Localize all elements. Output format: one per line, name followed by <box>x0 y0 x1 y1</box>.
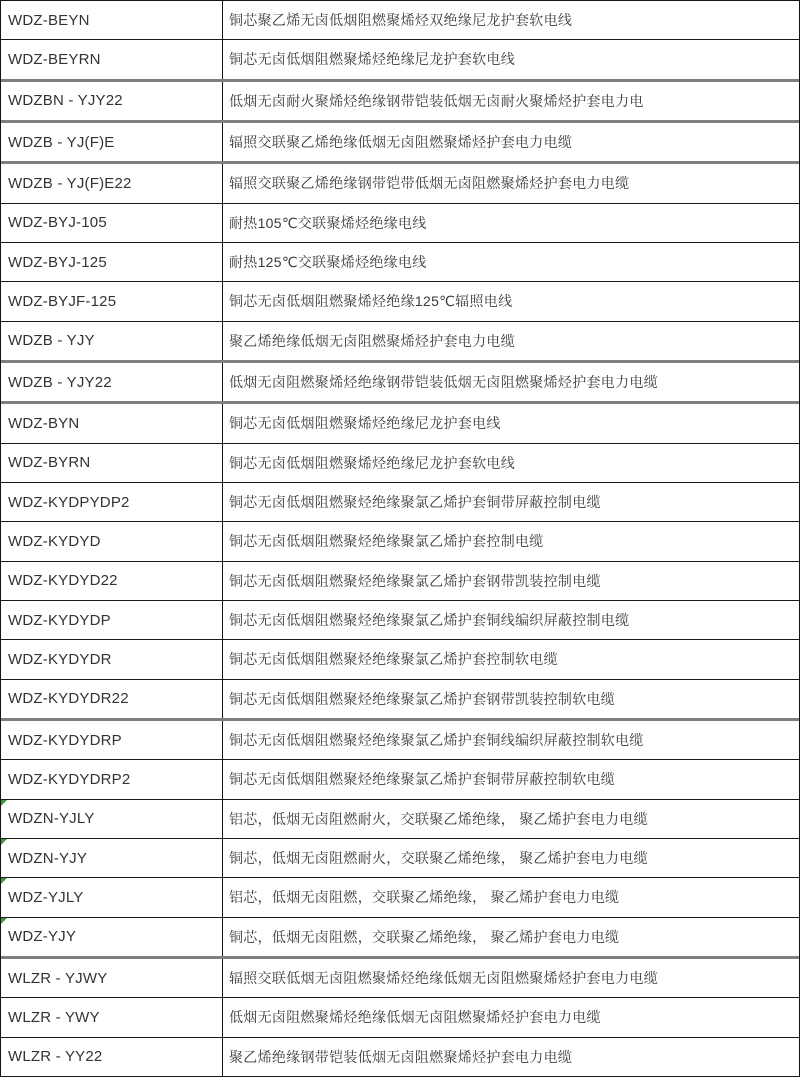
model-description-cell <box>223 404 799 442</box>
model-code-cell <box>1 721 223 759</box>
model-description-cell <box>223 1 799 39</box>
model-description-cell <box>223 123 799 161</box>
model-description-text: 铜芯无卤低烟阻燃聚烃绝缘聚氯乙烯护套控制软电缆 <box>229 651 558 668</box>
model-code-text: WDZ-KYDPYDP2 <box>8 493 130 511</box>
table-row <box>1 243 799 282</box>
model-description-text: 铝芯，低烟无卤阻燃，交联聚乙烯绝缘， 聚乙烯护套电力电缆 <box>229 889 620 906</box>
model-code-cell <box>1 562 223 600</box>
model-code-cell <box>1 640 223 678</box>
model-code-text: WDZN-YJY <box>8 849 88 867</box>
model-code-cell <box>1 243 223 281</box>
model-code-text: WDZ-BEYN <box>8 11 90 29</box>
model-description-text: 铜芯无卤低烟阻燃聚烯烃绝缘125℃辐照电线 <box>229 293 513 310</box>
model-description-cell <box>223 164 799 202</box>
model-description-cell <box>223 282 799 320</box>
model-code-text: WDZ-BYRN <box>8 454 91 472</box>
model-description-text: 铜芯聚乙烯无卤低烟阻燃聚烯烃双绝缘尼龙护套软电线 <box>229 12 573 29</box>
model-description-cell <box>223 363 799 401</box>
model-description-cell <box>223 998 799 1036</box>
model-code-cell <box>1 40 223 78</box>
model-description-cell <box>223 82 799 120</box>
model-description-text: 铜芯无卤低烟阻燃聚烯烃绝缘尼龙护套软电线 <box>229 454 515 471</box>
model-code-text: WLZR - YY22 <box>8 1048 103 1066</box>
table-row <box>1 322 799 363</box>
table-row <box>1 760 799 799</box>
model-code-cell <box>1 204 223 242</box>
model-code-cell <box>1 404 223 442</box>
model-code-text: WDZ-KYDYD <box>8 532 101 550</box>
model-description-text: 低烟无卤耐火聚烯烃绝缘钢带铠装低烟无卤耐火聚烯烃护套电力电 <box>229 92 644 109</box>
model-description-text: 铜芯，低烟无卤阻燃，交联聚乙烯绝缘， 聚乙烯护套电力电缆 <box>229 928 620 945</box>
model-code-cell <box>1 123 223 161</box>
model-description-text: 低烟无卤阻燃聚烯烃绝缘低烟无卤阻燃聚烯烃护套电力电缆 <box>229 1009 601 1026</box>
model-code-text: WDZ-BYJF-125 <box>8 292 117 310</box>
model-description-text: 铜芯，低烟无卤阻燃耐火，交联聚乙烯绝缘， 聚乙烯护套电力电缆 <box>229 850 648 867</box>
table-row <box>1 800 799 839</box>
model-description-text: 辐照交联聚乙烯绝缘低烟无卤阻燃聚烯烃护套电力电缆 <box>229 134 573 151</box>
model-code-cell <box>1 680 223 718</box>
model-code-text: WDZB - YJ(F)E <box>8 133 115 151</box>
model-code-cell <box>1 444 223 482</box>
model-code-text: WDZB - YJY22 <box>8 373 112 391</box>
model-description-text: 铜芯无卤低烟阻燃聚烯烃绝缘尼龙护套软电线 <box>229 51 515 68</box>
table-row <box>1 1038 799 1077</box>
model-description-cell <box>223 204 799 242</box>
model-description-cell <box>223 444 799 482</box>
model-code-cell <box>1 998 223 1036</box>
model-code-cell <box>1 483 223 521</box>
model-code-text: WDZBN - YJY22 <box>8 92 123 110</box>
model-code-cell <box>1 1038 223 1076</box>
model-description-cell <box>223 483 799 521</box>
table-row <box>1 601 799 640</box>
model-code-cell <box>1 760 223 798</box>
model-code-text: WDZ-KYDYDP <box>8 611 111 629</box>
model-code-cell <box>1 959 223 997</box>
model-code-cell <box>1 1 223 39</box>
model-code-text: WDZ-BYJ-125 <box>8 253 107 271</box>
model-code-cell <box>1 82 223 120</box>
table-row <box>1 444 799 483</box>
model-description-text: 耐热105℃交联聚烯烃绝缘电线 <box>229 214 427 231</box>
model-description-cell <box>223 1038 799 1076</box>
table-row <box>1 82 799 123</box>
model-description-text: 聚乙烯绝缘钢带铠装低烟无卤阻燃聚烯烃护套电力电缆 <box>229 1048 573 1065</box>
table-row <box>1 404 799 443</box>
table-row <box>1 562 799 601</box>
model-description-text: 耐热125℃交联聚烯烃绝缘电线 <box>229 254 427 271</box>
model-description-text: 铜芯无卤低烟阻燃聚烃绝缘聚氯乙烯护套铜线编织屏蔽控制电缆 <box>229 612 630 629</box>
model-description-text: 铜芯无卤低烟阻燃聚烯烃绝缘尼龙护套电线 <box>229 415 501 432</box>
model-code-cell <box>1 522 223 560</box>
model-description-cell <box>223 562 799 600</box>
model-code-text: WDZ-BYJ-105 <box>8 214 107 232</box>
model-description-text: 铜芯无卤低烟阻燃聚烃绝缘聚氯乙烯护套控制电缆 <box>229 533 544 550</box>
model-description-cell <box>223 522 799 560</box>
model-code-cell <box>1 839 223 877</box>
cell-flag-triangle-icon <box>1 918 7 924</box>
model-description-cell <box>223 760 799 798</box>
table-row <box>1 522 799 561</box>
table-row <box>1 123 799 164</box>
table-row <box>1 483 799 522</box>
table-row <box>1 164 799 203</box>
model-code-cell <box>1 878 223 916</box>
model-description-cell <box>223 918 799 956</box>
model-code-text: WDZ-KYDYDRP <box>8 731 122 749</box>
table-row <box>1 998 799 1037</box>
model-code-cell <box>1 322 223 360</box>
model-description-text: 辐照交联聚乙烯绝缘钢带铠带低烟无卤阻燃聚烯烃护套电力电缆 <box>229 175 630 192</box>
model-description-cell <box>223 839 799 877</box>
model-description-cell <box>223 601 799 639</box>
model-description-text: 铝芯，低烟无卤阻燃耐火，交联聚乙烯绝缘， 聚乙烯护套电力电缆 <box>229 810 648 827</box>
model-code-text: WLZR - YJWY <box>8 969 108 987</box>
model-code-text: WDZB - YJ(F)E22 <box>8 174 132 192</box>
model-code-cell <box>1 918 223 956</box>
model-code-text: WDZ-YJY <box>8 928 77 946</box>
table-row <box>1 878 799 917</box>
model-description-cell <box>223 680 799 718</box>
model-code-text: WDZ-KYDYD22 <box>8 572 118 590</box>
model-description-cell <box>223 878 799 916</box>
model-description-text: 铜芯无卤低烟阻燃聚烃绝缘聚氯乙烯护套铜线编织屏蔽控制软电缆 <box>229 732 644 749</box>
model-code-text: WDZ-BYN <box>8 414 80 432</box>
table-row <box>1 204 799 243</box>
model-code-text: WDZ-KYDYDRP2 <box>8 770 131 788</box>
model-code-text: WDZN-YJLY <box>8 810 95 828</box>
table-row <box>1 640 799 679</box>
model-code-cell <box>1 601 223 639</box>
model-description-cell <box>223 640 799 678</box>
model-code-cell <box>1 800 223 838</box>
model-description-text: 低烟无卤阻燃聚烯烃绝缘钢带铠装低烟无卤阻燃聚烯烃护套电力电缆 <box>229 374 658 391</box>
model-description-cell <box>223 721 799 759</box>
table-row <box>1 363 799 404</box>
model-code-cell <box>1 282 223 320</box>
model-code-text: WDZB - YJY <box>8 332 95 350</box>
model-description-cell <box>223 243 799 281</box>
model-code-cell <box>1 164 223 202</box>
table-row <box>1 1 799 40</box>
cell-flag-triangle-icon <box>1 839 7 845</box>
model-code-text: WDZ-YJLY <box>8 888 84 906</box>
model-description-text: 辐照交联低烟无卤阻燃聚烯烃绝缘低烟无卤阻燃聚烯烃护套电力电缆 <box>229 970 658 987</box>
model-description-text: 聚乙烯绝缘低烟无卤阻燃聚烯烃护套电力电缆 <box>229 332 515 349</box>
model-description-text: 铜芯无卤低烟阻燃聚烃绝缘聚氯乙烯护套铜带屏蔽控制软电缆 <box>229 771 616 788</box>
model-description-text: 铜芯无卤低烟阻燃聚烃绝缘聚氯乙烯护套钢带凯装控制软电缆 <box>229 690 616 707</box>
table-row <box>1 959 799 998</box>
table-row <box>1 918 799 959</box>
model-code-text: WDZ-KYDYDR22 <box>8 690 129 708</box>
model-description-cell <box>223 322 799 360</box>
cell-flag-triangle-icon <box>1 800 7 806</box>
table-row <box>1 839 799 878</box>
model-description-cell <box>223 959 799 997</box>
table-row <box>1 680 799 721</box>
model-code-text: WDZ-KYDYDR <box>8 650 112 668</box>
table-row <box>1 721 799 760</box>
table-row <box>1 282 799 321</box>
model-description-text: 铜芯无卤低烟阻燃聚烃绝缘聚氯乙烯护套钢带凯装控制电缆 <box>229 572 601 589</box>
model-code-text: WDZ-BEYRN <box>8 50 101 68</box>
model-code-text: WLZR - YWY <box>8 1008 100 1026</box>
model-code-cell <box>1 363 223 401</box>
model-description-cell <box>223 40 799 78</box>
model-description-cell <box>223 800 799 838</box>
table-row <box>1 40 799 81</box>
model-description-text: 铜芯无卤低烟阻燃聚烃绝缘聚氯乙烯护套铜带屏蔽控制电缆 <box>229 494 601 511</box>
cell-flag-triangle-icon <box>1 878 7 884</box>
